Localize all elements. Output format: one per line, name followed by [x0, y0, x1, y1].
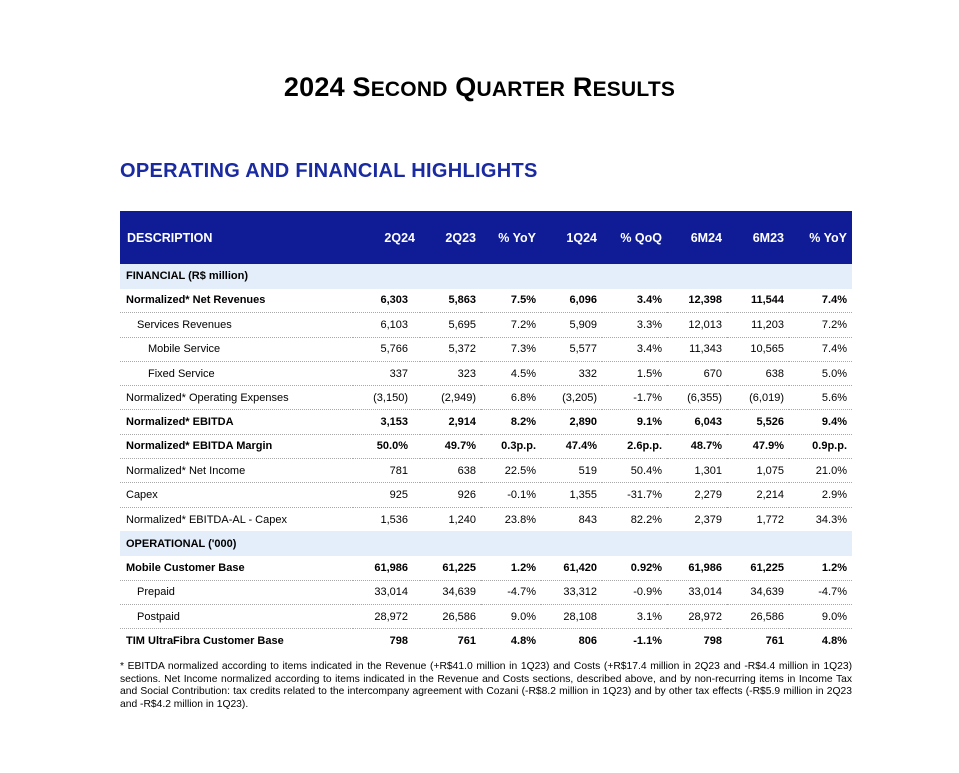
header-cell: 2Q23: [445, 230, 476, 245]
value-cell: 3,153: [353, 410, 420, 434]
value-cell: 2,379: [694, 513, 722, 526]
value-cell: 28,972: [667, 605, 727, 629]
value-cell: 5,863: [420, 289, 481, 313]
highlights-table: [120, 211, 852, 653]
value-cell: -4.7%: [789, 580, 852, 604]
header-cell: 1Q24: [566, 230, 597, 245]
value-cell: 926: [420, 483, 481, 507]
value-cell: 61,225: [420, 556, 481, 580]
value-cell: 4.5%: [481, 361, 541, 385]
header-cell: DESCRIPTION: [127, 230, 213, 245]
value-cell: 47.9%: [727, 434, 789, 458]
value-cell: 2,890: [541, 410, 602, 434]
value-cell: 332: [541, 361, 602, 385]
table-row: [120, 580, 852, 604]
value-cell: 2.6p.p.: [602, 434, 667, 458]
row-label: Normalized* Net Revenues: [120, 289, 353, 313]
value-cell: 0.92%: [602, 556, 667, 580]
value-cell: (3,205): [541, 386, 602, 410]
table-row: [120, 483, 852, 507]
value-cell: 10,565: [727, 337, 789, 361]
header-cell: % YoY: [498, 230, 536, 245]
value-cell: 34,639: [727, 580, 789, 604]
row-label: Mobile Customer Base: [120, 556, 353, 580]
value-cell: 33,312: [541, 580, 602, 604]
table-body: [120, 264, 852, 653]
value-cell: 519: [541, 459, 602, 483]
value-cell: 5,526: [727, 410, 789, 434]
value-cell: 82.2%: [630, 513, 662, 526]
row-label: Normalized* EBITDA: [120, 410, 353, 434]
header-cell: % QoQ: [620, 230, 662, 245]
table-row: [120, 605, 852, 629]
value-cell: -0.9%: [602, 580, 667, 604]
page-title: 2024 SECOND QUARTER RESULTS: [283, 72, 676, 102]
value-cell: 3.3%: [602, 313, 667, 337]
row-label: Services Revenues: [120, 313, 353, 337]
value-cell: 22.5%: [481, 459, 541, 483]
value-cell: 5.6%: [789, 386, 852, 410]
value-cell: 12,013: [667, 313, 727, 337]
table-row: [120, 507, 852, 531]
value-cell: 9.4%: [789, 410, 852, 434]
value-cell: 50.4%: [602, 459, 667, 483]
value-cell: 26,586: [420, 605, 481, 629]
value-cell: 9.1%: [602, 410, 667, 434]
value-cell: 61,986: [667, 556, 727, 580]
table-row: [120, 629, 852, 653]
value-cell: 49.7%: [420, 434, 481, 458]
row-label: Postpaid: [120, 605, 353, 629]
value-cell: 7.5%: [481, 289, 541, 313]
value-cell: 9.0%: [789, 605, 852, 629]
header-cell: % YoY: [809, 230, 847, 245]
value-cell: 61,986: [353, 556, 420, 580]
value-cell: 0.3p.p.: [481, 434, 541, 458]
table-row: [120, 313, 852, 337]
value-cell: 12,398: [667, 289, 727, 313]
value-cell: 6,103: [353, 313, 420, 337]
value-cell: (2,949): [420, 386, 481, 410]
value-cell: 2,279: [667, 483, 727, 507]
value-cell: 670: [667, 361, 727, 385]
value-cell: 23.8%: [504, 513, 536, 526]
value-cell: 761: [765, 635, 784, 648]
value-cell: 28,108: [541, 605, 602, 629]
value-cell: 6.8%: [481, 386, 541, 410]
value-cell: 323: [420, 361, 481, 385]
table-header-row: [120, 211, 852, 264]
value-cell: 5.0%: [789, 361, 852, 385]
value-cell: 798: [703, 635, 722, 648]
value-cell: 3.1%: [602, 605, 667, 629]
value-cell: (6,355): [667, 386, 727, 410]
value-cell: 6,096: [541, 289, 602, 313]
value-cell: -31.7%: [602, 483, 667, 507]
value-cell: 781: [353, 459, 420, 483]
row-label: Normalized* Net Income: [120, 459, 353, 483]
value-cell: -4.7%: [481, 580, 541, 604]
value-cell: 1,075: [727, 459, 789, 483]
value-cell: 48.7%: [667, 434, 727, 458]
value-cell: (6,019): [727, 386, 789, 410]
value-cell: 34,639: [420, 580, 481, 604]
row-label: TIM UltraFibra Customer Base: [126, 635, 284, 648]
value-cell: 7.3%: [481, 337, 541, 361]
value-cell: 11,343: [667, 337, 727, 361]
value-cell: 11,203: [727, 313, 789, 337]
value-cell: 9.0%: [481, 605, 541, 629]
header-cell: 6M24: [690, 230, 722, 245]
footnote: * EBITDA normalized according to items indicated in the Revenue (+R$41.0 million in 1Q23) and Costs (+R$17.4 million in 2Q23 and -R$4.4 million in 1Q23) sections. Net Income normalized according to items indicated in the Revenue and Costs sections, described above, and by non-recurring items in Income Tax and Social Contribution: tax credits related to the intercompany agreement with Cozani (-R$8.2 million in 1Q23) and by other tax effects (-R$5.9 million in 2Q23 and -R$4.2 million in 1Q23).: [120, 661, 852, 710]
value-cell: 925: [353, 483, 420, 507]
value-cell: 33,014: [353, 580, 420, 604]
value-cell: 5,909: [541, 313, 602, 337]
value-cell: 337: [353, 361, 420, 385]
table-row: [120, 410, 852, 434]
value-cell: -1.1%: [633, 635, 662, 648]
row-label: Normalized* EBITDA Margin: [120, 434, 353, 458]
value-cell: 5,577: [541, 337, 602, 361]
value-cell: 61,420: [541, 556, 602, 580]
row-label: Normalized* EBITDA-AL - Capex: [126, 513, 287, 526]
value-cell: 6,043: [667, 410, 727, 434]
value-cell: 1,240: [448, 513, 476, 526]
value-cell: -0.1%: [481, 483, 541, 507]
value-cell: 1.2%: [481, 556, 541, 580]
value-cell: -1.7%: [602, 386, 667, 410]
value-cell: 11,544: [727, 289, 789, 313]
value-cell: 2,914: [420, 410, 481, 434]
value-cell: 4.8%: [510, 635, 536, 648]
value-cell: 1,772: [756, 513, 784, 526]
row-label: Normalized* Operating Expenses: [120, 386, 353, 410]
value-cell: 7.4%: [789, 289, 852, 313]
table-row: [120, 386, 852, 410]
value-cell: (3,150): [353, 386, 420, 410]
row-label: Prepaid: [120, 580, 353, 604]
header-cell: 6M23: [752, 230, 784, 245]
value-cell: 1.5%: [602, 361, 667, 385]
table-row: [120, 434, 852, 458]
row-label: Mobile Service: [120, 337, 353, 361]
value-cell: 2,214: [727, 483, 789, 507]
table-row: [120, 289, 852, 313]
value-cell: 7.4%: [789, 337, 852, 361]
value-cell: 3.4%: [602, 337, 667, 361]
value-cell: 761: [457, 635, 476, 648]
value-cell: 798: [389, 635, 408, 648]
row-label: Capex: [120, 483, 353, 507]
value-cell: 28,972: [353, 605, 420, 629]
value-cell: 5,695: [420, 313, 481, 337]
value-cell: 6,303: [353, 289, 420, 313]
value-cell: 21.0%: [789, 459, 852, 483]
value-cell: 61,225: [727, 556, 789, 580]
value-cell: 8.2%: [481, 410, 541, 434]
value-cell: 7.2%: [481, 313, 541, 337]
section-label: FINANCIAL (R$ million): [126, 270, 249, 283]
value-cell: 5,766: [353, 337, 420, 361]
value-cell: 5,372: [420, 337, 481, 361]
value-cell: 34.3%: [815, 513, 847, 526]
header-cell: 2Q24: [384, 230, 415, 245]
value-cell: 638: [420, 459, 481, 483]
value-cell: 26,586: [727, 605, 789, 629]
value-cell: 1.2%: [789, 556, 852, 580]
section-title: OPERATING AND FINANCIAL HIGHLIGHTS: [120, 160, 538, 182]
value-cell: 7.2%: [789, 313, 852, 337]
value-cell: 50.0%: [353, 434, 420, 458]
row-label: Fixed Service: [120, 361, 353, 385]
table-row: [120, 337, 852, 361]
section-row: [120, 264, 852, 289]
value-cell: 4.8%: [821, 635, 847, 648]
value-cell: 3.4%: [602, 289, 667, 313]
section-row: [120, 531, 852, 556]
value-cell: 843: [578, 513, 597, 526]
table-row: [120, 556, 852, 580]
value-cell: 1,536: [380, 513, 408, 526]
value-cell: 1,355: [541, 483, 602, 507]
table-row: [120, 361, 852, 385]
value-cell: 638: [727, 361, 789, 385]
value-cell: 1,301: [667, 459, 727, 483]
value-cell: 47.4%: [541, 434, 602, 458]
value-cell: 33,014: [667, 580, 727, 604]
value-cell: 2.9%: [789, 483, 852, 507]
value-cell: 0.9p.p.: [789, 434, 852, 458]
section-label: OPERATIONAL ('000): [126, 537, 237, 550]
value-cell: 806: [578, 635, 597, 648]
table-row: [120, 459, 852, 483]
